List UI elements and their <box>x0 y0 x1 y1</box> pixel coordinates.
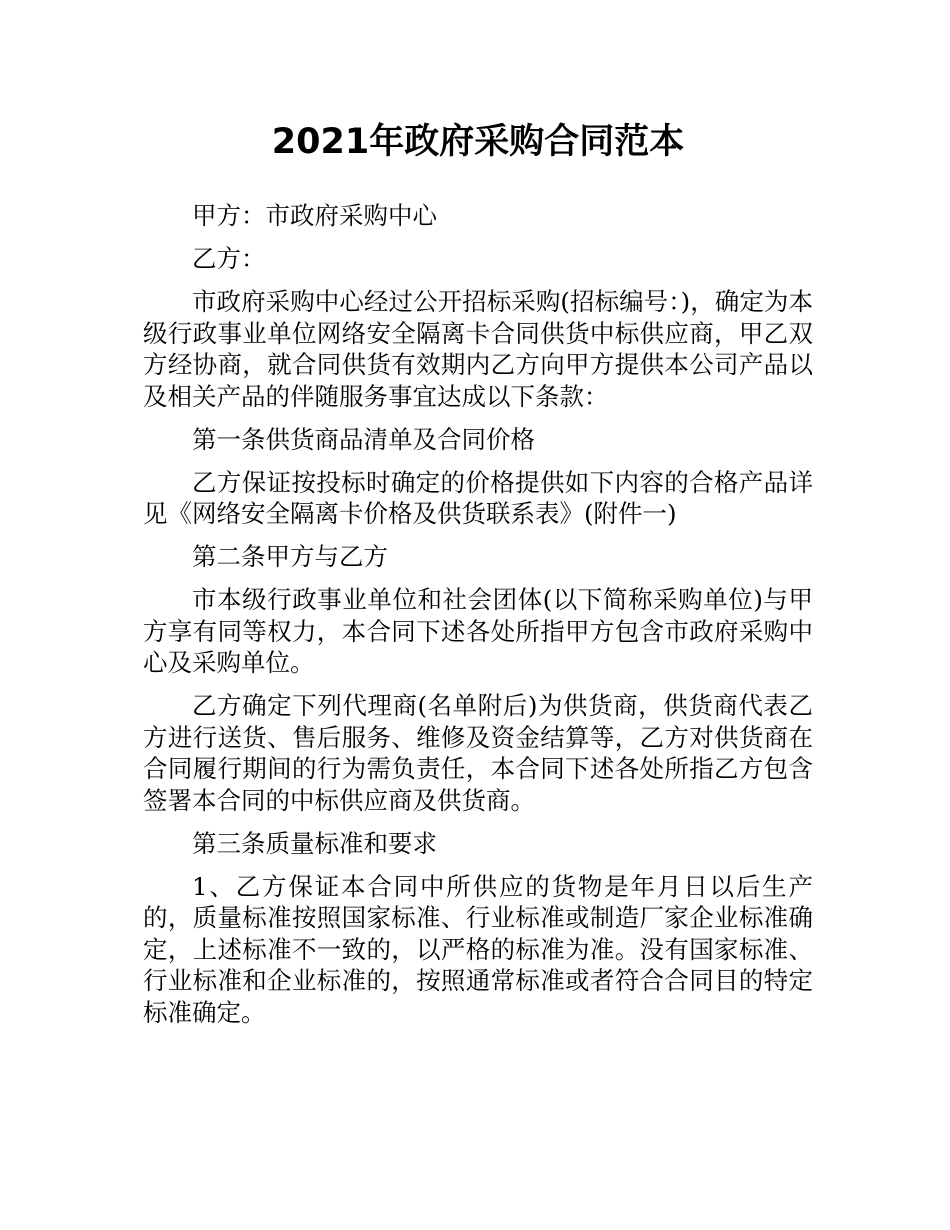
article-1-heading: 第一条供货商品清单及合同价格 <box>192 424 535 454</box>
article-2-paragraph-2: 乙方确定下列代理商(名单附后)为供货商，供货商代表乙方进行送货、售后服务、维修及资金结算等，乙方对供货商在合同履行期间的行为需负责任，本合同下述各处所指乙方包含签署本合同的中标供应商及供货商。 <box>143 691 813 815</box>
document-title: 2021年政府采购合同范本 <box>271 122 685 162</box>
article-2-heading: 第二条甲方与乙方 <box>192 542 388 571</box>
party-b-line: 乙方： <box>192 244 266 273</box>
article-3-heading: 第三条质量标准和要求 <box>192 828 437 858</box>
party-a-line: 甲方：市政府采购中心 <box>192 201 437 230</box>
document-body <box>143 200 813 1040</box>
article-1-paragraph: 乙方保证按投标时确定的价格提供如下内容的合格产品详见《网络安全隔离卡价格及供货联系表》(附件一) <box>143 467 813 528</box>
article-2-paragraph-1: 市本级行政事业单位和社会团体(以下简称采购单位)与甲方享有同等权力，本合同下述各处所指甲方包含市政府采购中心及采购单位。 <box>143 585 813 677</box>
preamble-paragraph: 市政府采购中心经过公开招标采购(招标编号：)，确定为本级行政事业单位网络安全隔离卡合同供货中标供应商，甲乙双方经协商，就合同供货有效期内乙方向甲方提供本公司产品以及相关产品的伴随服务事宜达成以下条款： <box>143 287 813 411</box>
article-3-clause-1: 1、乙方保证本合同中所供应的货物是年月日以后生产的，质量标准按照国家标准、行业标准或制造厂家企业标准确定，上述标准不一致的，以严格的标准为准。没有国家标准、行业标准和企业标准的，按照通常标准或者符合合同目的特定标准确定。 <box>143 871 813 1027</box>
